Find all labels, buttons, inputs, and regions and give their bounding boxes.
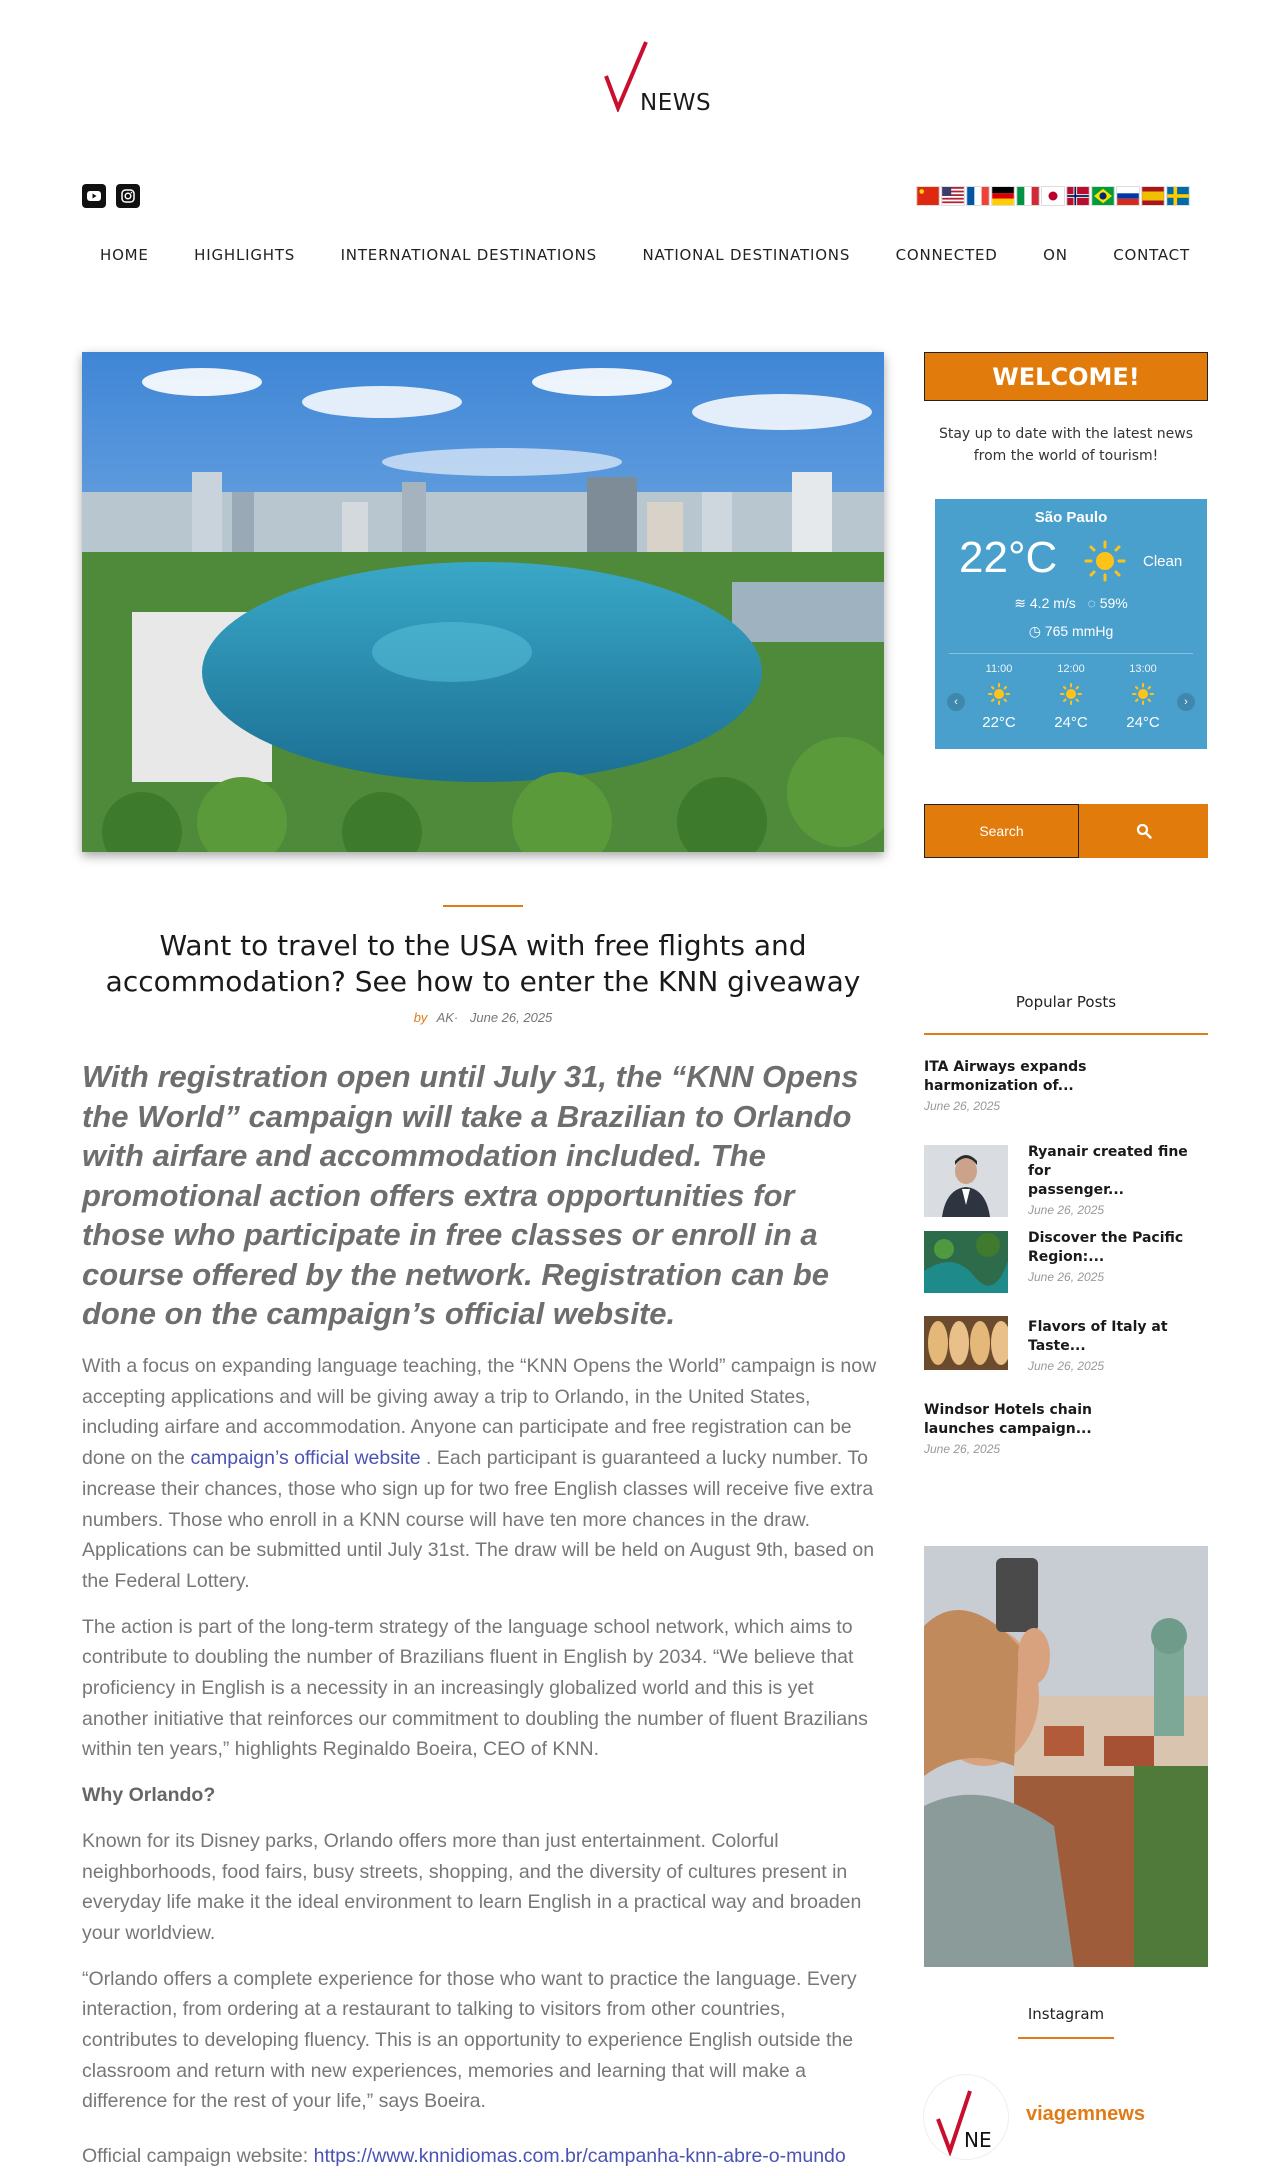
chevron-left-icon[interactable]: ‹ [947, 693, 965, 711]
post-title[interactable]: Windsor Hotels chain launches campaign... [924, 1402, 1092, 1437]
paragraph-1: With a focus on expanding language teaching, the “KNN Opens the World” campaign is now accepting applications and will be giving away a trip to Orlando, in the United States, including airfare and accommodation. Anyone can participate and free registration can be done on the campaign’s official website . Each participant is guaranteed a lucky number. To increase their chances, those who sign up for two free English classes will receive five extra numbers. Those who enroll in a KNN course will have ten more chances in the draw. Applications can be submitted until July 31st. The draw will be held on August 9th, based on the Federal Lottery. [82, 1355, 877, 1592]
article-lead: With registration open until July 31, the “KNN Opens the World” campaign will take a Brazilian to Orlando with airfare and accommodation included. The promotional action offers extra opportunities for those who participate in free classes or enroll in a course offered by the network. Registration can be done on the campaign’s official website. [82, 1059, 859, 1331]
popular-posts-divider [924, 1033, 1208, 1035]
social-links [82, 184, 140, 208]
by-label: by [413, 1010, 428, 1025]
weather-separator [949, 653, 1193, 654]
forecast-hour: 11:00 22°C [982, 663, 1016, 731]
campaign-website-link[interactable]: campaign’s official website [190, 1447, 421, 1470]
nav-connected[interactable]: CONNECTED [895, 246, 998, 264]
nav-contact[interactable]: CONTACT [1113, 246, 1190, 264]
logo-text: NEWS [640, 90, 712, 116]
search-icon [1136, 823, 1152, 839]
nav-highlights[interactable]: HIGHLIGHTS [194, 246, 296, 264]
popular-posts-title: Popular Posts [1015, 993, 1117, 1011]
popular-post[interactable] [1028, 1143, 1208, 1217]
instagram-divider [1018, 2037, 1114, 2039]
flag-cn-icon[interactable] [916, 186, 940, 206]
article-date: June 26, 2025 [469, 1010, 553, 1025]
site-logo[interactable] [604, 40, 714, 120]
post-date: June 26, 2025 [924, 1099, 1001, 1113]
flag-ru-icon[interactable] [1116, 186, 1140, 206]
weather-widget [935, 499, 1207, 749]
instagram-avatar-text: NE [964, 2128, 992, 2152]
youtube-icon[interactable] [82, 184, 106, 208]
forecast-hour: 13:00 24°C [1126, 663, 1160, 731]
article-meta [82, 1010, 884, 1025]
wind-icon: ≋ [1014, 595, 1026, 611]
flag-no-icon[interactable] [1066, 186, 1090, 206]
instagram-avatar[interactable] [924, 2075, 1008, 2159]
weather-pressure-row [935, 623, 1207, 640]
post-title[interactable]: Discover the Pacific Region:... [1028, 1230, 1184, 1265]
flag-br-icon[interactable] [1091, 186, 1115, 206]
weather-stats [935, 595, 1207, 612]
author-link[interactable]: AK· [436, 1010, 459, 1025]
subheading-why-orlando: Why Orlando? [82, 1784, 216, 1807]
nav-international-destinations[interactable]: INTERNATIONAL DESTINATIONS [340, 246, 597, 264]
post-thumbnail[interactable] [924, 1316, 1008, 1370]
instagram-title: Instagram [1027, 2005, 1105, 2023]
chevron-right-icon[interactable]: › [1177, 693, 1195, 711]
post-title[interactable]: Flavors of Italy at Taste... [1028, 1319, 1168, 1354]
checkmark-logo-icon [924, 2075, 1008, 2159]
paragraph-3: Known for its Disney parks, Orlando offers more than just entertainment. Colorful neighborhoods, food fairs, busy streets, shopping, and the diversity of cultures present in everyday life make it the ideal environment to learn English in a practical way and broaden your worldview. [82, 1829, 862, 1944]
nav-on[interactable]: ON [1043, 246, 1068, 264]
paragraph-2: The action is part of the long-term strategy of the language school network, which aims to contribute to doubling the number of Brazilians fluent in English by 2034. “We believe that proficiency in English is a necessity in an increasingly globalized world and this is yet another initiative that reinforces our commitment to doubling the number of fluent Brazilians within ten years,” highlights Reginaldo Boeira, CEO of KNN. [82, 1615, 868, 1761]
paragraph-5: Official campaign website: https://www.knnidiomas.com.br/campanha-knn-abre-o-mundo [82, 2145, 846, 2168]
paragraph-4: “Orlando offers a complete experience for those who want to practice the language. Every interaction, from ordering at a restaurant to talking to visitors from other countries, contributes to developing fluency. This is an opportunity to experience English outside the classroom and return with new experiences, memories and learning that will make a difference for the rest of your life,” says Boeira. [82, 1967, 857, 2113]
post-thumbnail[interactable] [924, 1145, 1008, 1217]
flag-it-icon[interactable] [1016, 186, 1040, 206]
post-title[interactable]: Ryanair created fine for passenger... [1028, 1144, 1188, 1198]
official-campaign-url[interactable]: https://www.knnidiomas.com.br/campanha-knn-abre-o-mundo [313, 2145, 846, 2168]
pressure-value: 765 mmHg [1044, 623, 1114, 639]
wind-speed: 4.2 m/s [1029, 595, 1076, 611]
popular-post[interactable] [924, 1401, 1208, 1456]
flag-jp-icon[interactable] [1041, 186, 1065, 206]
language-flags [916, 186, 1190, 206]
flag-us-icon[interactable] [941, 186, 965, 206]
post-date: June 26, 2025 [1028, 1359, 1105, 1373]
sun-icon [1083, 539, 1127, 583]
nav-national-destinations[interactable]: NATIONAL DESTINATIONS [642, 246, 851, 264]
title-divider [443, 905, 523, 907]
hourly-forecast [971, 663, 1171, 731]
welcome-text: Stay up to date with the latest news from the world of tourism! [938, 426, 1194, 464]
nav-home[interactable]: HOME [100, 246, 149, 264]
weather-city: São Paulo [1034, 509, 1108, 526]
post-date: June 26, 2025 [924, 1442, 1001, 1456]
post-title[interactable]: ITA Airways expands harmonization of... [924, 1059, 1087, 1094]
post-thumbnail[interactable] [924, 1231, 1008, 1293]
post-date: June 26, 2025 [1028, 1203, 1105, 1217]
hero-image [82, 352, 884, 852]
sidebar-ad-image[interactable] [924, 1546, 1208, 1967]
article-title: Want to travel to the USA with free flights and accommodation? See how to enter the KNN giveaway [105, 929, 861, 998]
post-date: June 26, 2025 [1028, 1270, 1105, 1284]
popular-post[interactable] [924, 1058, 1208, 1113]
popular-post[interactable] [1028, 1229, 1208, 1284]
welcome-banner: WELCOME! [924, 352, 1208, 401]
popular-post[interactable] [1028, 1318, 1208, 1373]
article-body [82, 1351, 884, 2176]
humidity-value: 59% [1099, 595, 1128, 611]
weather-condition: Clean [1143, 553, 1183, 570]
search-button[interactable] [1079, 804, 1208, 858]
search-input[interactable]: Search [924, 804, 1079, 858]
main-nav [82, 246, 1208, 264]
humidity-icon: ◌ [1087, 595, 1096, 611]
weather-temp: 22°C [959, 533, 1058, 582]
sun-icon [988, 683, 1010, 705]
pressure-icon: ◷ [1028, 623, 1041, 639]
instagram-username[interactable]: viagemnews [1026, 2103, 1145, 2125]
flag-fr-icon[interactable] [966, 186, 990, 206]
flag-se-icon[interactable] [1166, 186, 1190, 206]
sun-icon [1132, 683, 1154, 705]
flag-es-icon[interactable] [1141, 186, 1165, 206]
instagram-icon[interactable] [116, 184, 140, 208]
flag-de-icon[interactable] [991, 186, 1015, 206]
sun-icon [1060, 683, 1082, 705]
forecast-hour: 12:00 24°C [1054, 663, 1088, 731]
